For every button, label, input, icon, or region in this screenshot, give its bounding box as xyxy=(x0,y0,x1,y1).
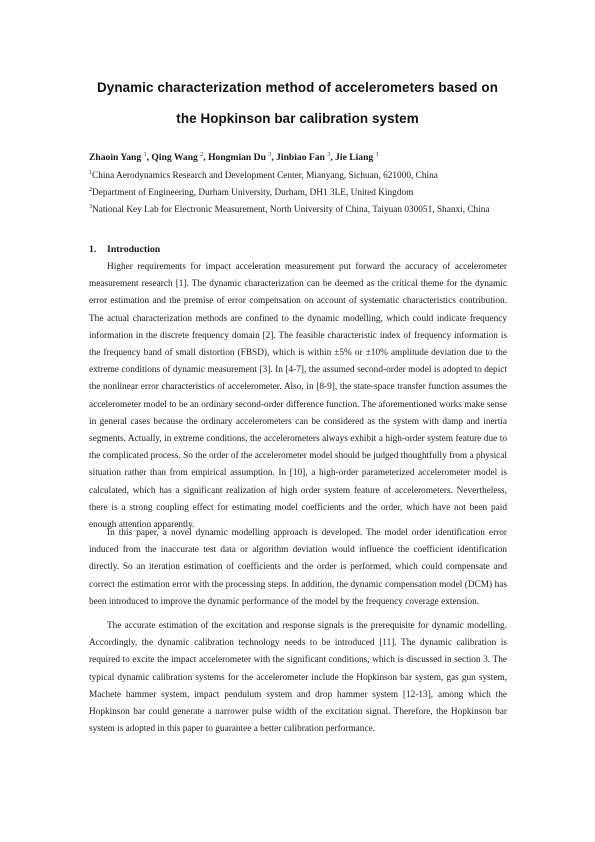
author-name: Jie Liang xyxy=(335,152,374,163)
affiliation-text: China Aerodynamics Research and Development Center, Mianyang, Sichuan, 621000, China xyxy=(92,171,438,181)
affiliation-mark: 1 xyxy=(89,170,92,176)
body-paragraph: Higher requirements for impact acceleration measurement put forward the accuracy of accelerometer measurement research [1]. The dynamic characterization can be deemed as the critical theme for the dynamic error estimation and the premise of error compensation on account of systematic characteristics contribution. The actual characterization methods are confined to the dynamic modelling, which could indicate frequency information in the discrete frequency domain [2]. The feasible characteristic index of frequency information is the frequency band of small distortion (FBSD), which is within ±5% or ±10% amplitude deviation due to the extreme conditions of dynamic measurement [3]. In [4-7], the assumed second-order model is adopted to depict the nonlinear error characteristics of accelerometer. Also, in [8-9], the state-space transfer function assumes the accelerometer model to be an ordinary second-order difference function. The aforementioned works make sense in general cases because the ordinary accelerometers can be considered as the system with damp and inertia segments. Actually, in extreme conditions, the accelerometers always exhibit a high-order system feature due to the complicated process. So the order of the accelerometer model should be judged thoughtfully from a physical situation rather than from empirical assumption. In [10], a high-order parameterized accelerometer model is calculated, which has a significant realization of high order system feature of accelerometers. Nevertheless, there is a strong coupling effect for estimating model coefficients and the order, which have not been paid enough attention apparently. xyxy=(89,262,507,531)
author-name: Qing Wang xyxy=(151,152,198,163)
body-paragraph: In this paper, a novel dynamic modelling approach is developed. The model order identification error induced from the inaccurate test data or algorithm deviation would influence the coefficient identification directly. So an iteration estimation of coefficients and the order is performed, which could compensate and correct the estimation error with the processing steps. In addition, the dynamic compensation model (DCM) has been introduced to improve the dynamic performance of the model by the frequency coverage extension. xyxy=(89,528,507,607)
author-list: Zhaoin Yang $^1$, Qing Wang $^2$, Hongmian Du $^3$, Jinbiao Fan $^3$, Jie Liang $^1$ xyxy=(89,152,379,163)
affiliation-mark: 2 xyxy=(89,187,92,193)
paper-title-line-2: the Hopkinson bar calibration system xyxy=(176,111,419,126)
author-affiliation-mark: 1 xyxy=(143,152,147,158)
section-heading xyxy=(89,244,160,255)
author-name: Jinbiao Fan xyxy=(276,152,325,163)
author-affiliation-mark: 2 xyxy=(200,152,204,158)
author-affiliation-mark: 1 xyxy=(375,152,379,158)
author-name: Hongmian Du xyxy=(208,152,266,163)
affiliation-text: National Key Lab for Electronic Measurement, North University of China, Taiyuan 030051, Shanxi, China xyxy=(92,205,490,215)
body-paragraph: The accurate estimation of the excitation and response signals is the prerequisite for dynamic modelling. Accordingly, the dynamic calibration technology needs to be introduced [11]. The dynamic calibration is required to excite the impact accelerometer with the significant conditions, which is discussed in section 3. The typical dynamic calibration systems for the accelerometer include the Hopkinson bar system, gas gun system, Machete hammer system, impact pendulum system and drop hammer system [12-13], among which the Hopkinson bar could generate a narrower pulse width of the excitation signal. Therefore, the Hopkinson bar system is adopted in this paper to guarantee a better calibration performance. xyxy=(89,621,507,735)
affiliation-mark: 3 xyxy=(89,204,92,210)
section-title: Introduction xyxy=(107,244,161,255)
author-name: Zhaoin Yang xyxy=(89,152,142,163)
author-affiliation-mark: 3 xyxy=(327,152,331,158)
affiliation-text: Department of Engineering, Durham University, Durham, DH1 3LE, United Kingdom xyxy=(92,188,414,198)
section-number: 1. xyxy=(89,244,97,255)
paper-title-line-1: Dynamic characterization method of accelerometers based on xyxy=(97,80,498,95)
author-affiliation-mark: 3 xyxy=(268,152,272,158)
affiliation xyxy=(89,199,507,219)
